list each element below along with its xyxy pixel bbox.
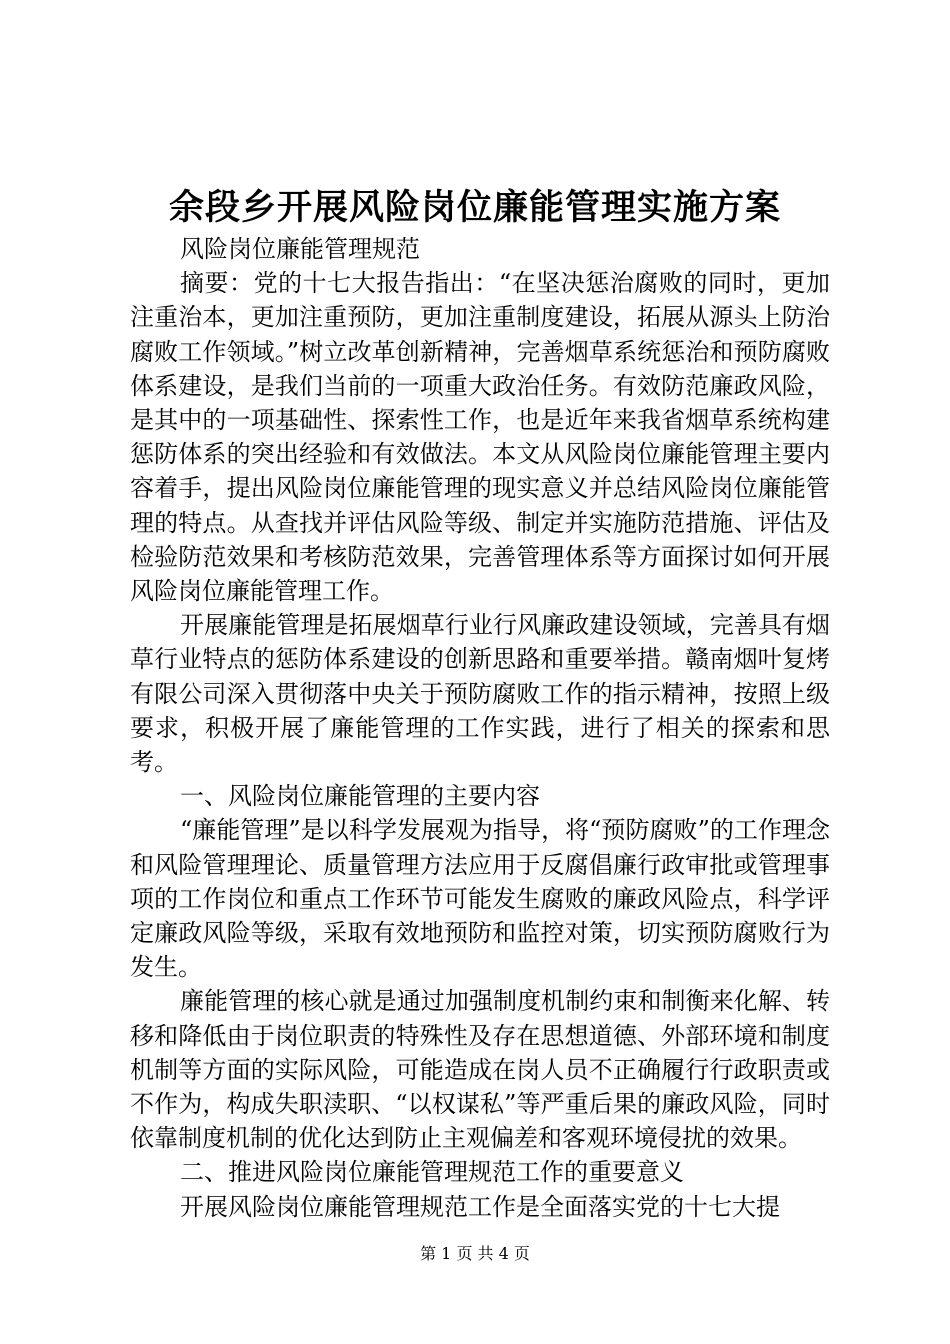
- section-heading-2: 二、推进风险岗位廉能管理规范工作的重要意义: [180, 1158, 684, 1187]
- intro-paragraph: 开展廉能管理是拓展烟草行业行风廉政建设领域，完善具有烟草行业特点的惩防体系建设的创新思路和重要举措。赣南烟叶复烤有限公司深入贯彻落中央关于预防腐败工作的指示精神，按照上级要求，积极开展了廉能管理的工作实践，进行了相关的探索和思考。: [130, 611, 830, 777]
- document-body: [130, 232, 830, 1224]
- section-2-paragraph-1: 开展风险岗位廉能管理规范工作是全面落实党的十七大提: [180, 1192, 780, 1221]
- section-heading-1: 一、风险岗位廉能管理的主要内容: [180, 782, 540, 811]
- page-number-footer: 第 1 页 共 4 页: [420, 1244, 530, 1263]
- subtitle-heading: 风险岗位廉能管理规范: [180, 235, 420, 263]
- section-1-paragraph-2: 廉能管理的核心就是通过加强制度机制约束和制衡来化解、转移和降低由于岗位职责的特殊性及存在思想道德、外部环境和制度机制等方面的实际风险，可能造成在岗人员不正确履行行政职责或不作为，构成失职渎职、“以权谋私”等严重后果的廉政风险，同时依靠制度机制的优化达到防止主观偏差和客观环境侵扰的效果。: [130, 987, 830, 1153]
- document-title: 余段乡开展风险岗位廉能管理实施方案: [168, 187, 781, 228]
- abstract-paragraph: 摘要：党的十七大报告指出：“在坚决惩治腐败的同时，更加注重治本，更加注重预防，更加注重制度建设，拓展从源头上防治腐败工作领域。”树立改革创新精神，完善烟草系统惩治和预防腐败体系建设，是我们当前的一项重大政治任务。有效防范廉政风险，是其中的一项基础性、探索性工作，也是近年来我省烟草系统构建惩防体系的突出经验和有效做法。本文从风险岗位廉能管理主要内容着手，提出风险岗位廉能管理的现实意义并总结风险岗位廉能管理的特点。从查找并评估风险等级、制定并实施防范措施、评估及检验防范效果和考核防范效果，完善管理体系等方面探讨如何开展风险岗位廉能管理工作。: [130, 269, 830, 606]
- section-1-paragraph-1: “廉能管理”是以科学发展观为指导，将“预防腐败”的工作理念和风险管理理论、质量管理方法应用于反腐倡廉行政审批或管理事项的工作岗位和重点工作环节可能发生腐败的廉政风险点，科学评定廉政风险等级，采取有效地预防和监控对策，切实预防腐败行为发生。: [130, 816, 830, 982]
